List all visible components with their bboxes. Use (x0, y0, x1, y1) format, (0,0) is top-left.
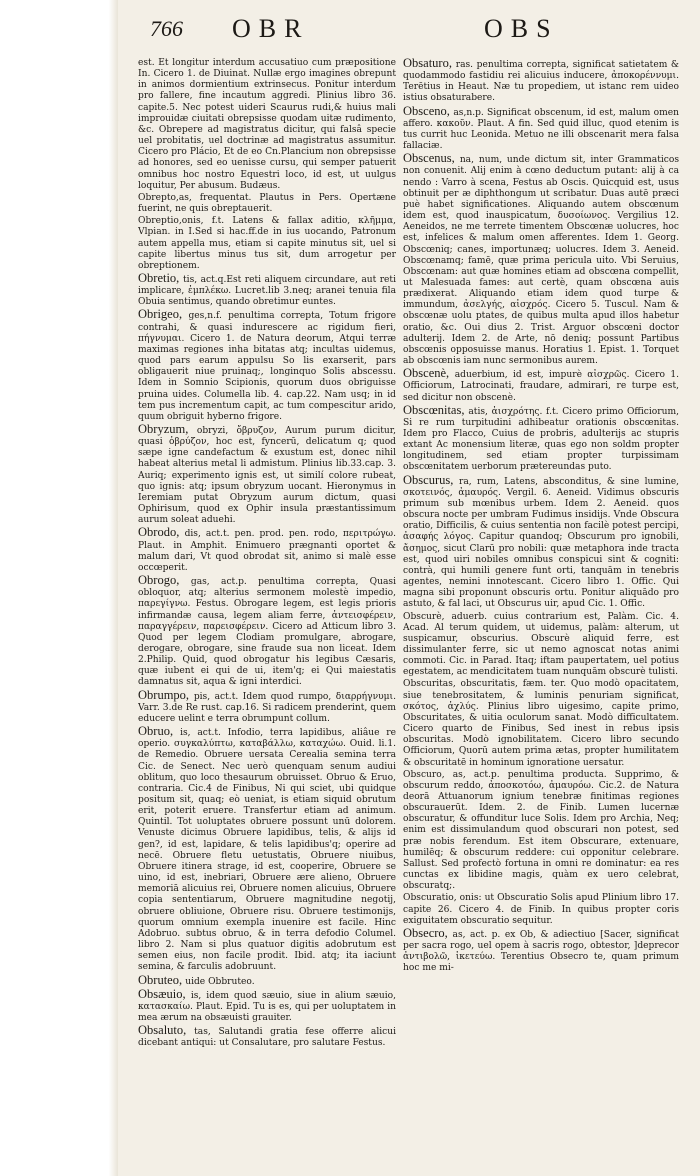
dictionary-entry (138, 986, 396, 1024)
entry-text: Obrepto,as, frequentat. Plautus in Pers. Opertæne fuerint, ne quis obreptauerit. (138, 192, 396, 215)
entry-headword: Obretio, (138, 270, 183, 285)
entry-text: atis, ἀισχρότης. f.t. Cicero primo Officiorum, Si re rum turpitudini adhibeatur orationis obscœnitas. Idem pro Flacco, Cuius de probris, adulterijs ac stupris extant Ac monensium literæ, quas ego non soldm propter longitudinem, sed etiam propter turpissimam obscœnitatem uerborum prætereundas puto. (403, 406, 679, 473)
entry-headword: Obscenus, (403, 151, 460, 166)
left-running-title: OBR (232, 14, 310, 43)
dictionary-entry (138, 309, 396, 423)
entry-text: aduerbium, id est, impurè αἰσχρῶς. Cicero 1. Officiorum, Latrocinati, fraudare, admirari, re turpe est, sed dicitur non obscenè. (403, 370, 679, 403)
entry-headword: Obruteo, (138, 972, 186, 987)
dictionary-entry (403, 679, 679, 768)
entry-headword: Obscœnitas, (403, 402, 469, 417)
dictionary-entry (138, 687, 396, 725)
dictionary-entry (403, 925, 679, 975)
entry-headword: Obscurus, (403, 472, 459, 487)
entry-text: Obreptio,onis, f.t. Latens & fallax aditio, κλῆμμα, Vlpian. in I.Sed si hac.ff.de in ius uocando, Patronum autem appella mus, etiam si capite minutus sit, uel si capite libertus minus tus sit, dum arrogetur per obreptionem. (138, 216, 396, 271)
entry-text: is, act.t. Infodio, terra lapidibus, aliâue re operio. συγκαλύπτω, καταβάλλω, καταχώω. Ouid. li.1. de Remedio. Obruere uersata Cerealia semina terra Cic. de Senect. Nec uerò quenquam senum audiui oblitum, quo loco thesaurum obruisset. Obruo & Eruo, contraria. Cic.4 de Finibus, Ni qui sciet, ubi quidque positum sit, quaq; eò ueniat, is etiam siquid obrutum erit, poterit eruere. Transfertur etiam ad animum. Quintil. Tot uoluptates obruere possunt unū dolorem. Venuste dicimus Obruere lapidibus, telis, & alijs id gen?, id est, lapidare, & telis lapidibus'q; operire ad necē. Obruere fletu uetustatis, Obruere niuibus, Obruere itinera strage, id est, cooperire, Obruere se uino, id est, inebriari, Obruere ære alieno, Obruere memoriā alicuius rei, Obruere nomen alicuius, Obruere copia sententiarum, Obruere magnitudine negotij, obruere obliuione, Obruere risu. Obruere testimonijs, quorum omnium exempla inuenire est facile. Hinc Adobruo. subtus obruo, & in terra defodio Columel. libro 2. Nam si plus quatuor digitis adobrutum est semen eius, non facile prodit. Ibid. atq; ita iaciunt semina, & farculis adobruunt. (138, 728, 396, 973)
entry-text: est. Et longitur interdum accusatiuo cum præpositione In. Cicero 1. de Diuinat. Nullæ ergo imagines obrepunt in animos dormientium extrinsecus. Ponitur interdum pro fallere, fine incautum aggredi. Plinius libro 36. capite.5. Nec potest uideri Scaurus rudi,& huius mali improuidæ ciuitati obrepsisse quodam uitæ rudimento, &c. Obrepere ad magistratus dicitur, qui falsâ specie uel probitatis, uel doctrinæ ad magistratus assumitur. Cicero pro Plácio, Et de eo Cn.Plancium non obrepsisse ad honores, sed eo uenisse cursu, qui semper patuerit omnibus hoc nostro Equestri loco, id est, ut uulgus loquitur, Per abusum. Budæus. (138, 58, 396, 191)
dictionary-entry (403, 770, 679, 893)
entry-headword: Obsecro, (403, 925, 453, 940)
dictionary-entry (403, 368, 679, 403)
dictionary-entry (403, 58, 679, 105)
column-gutter (398, 60, 400, 1160)
dictionary-entry (138, 193, 396, 215)
entry-text: as, act. p. ex Ob, & adiectiuo [Sacer, significat per sacra rogo, uel opem à sacris rogo, obtestor, ]deprecor ἀντιβολῶ, ἱκετεύω. Terentius Obsecro te, quam primum hoc me mi- (403, 929, 679, 974)
entry-headword: Obryzum, (138, 422, 197, 436)
entry-headword: Obrigeo, (138, 307, 189, 322)
entry-text: Obscuritas, obscuritatis, fæm. ter. Quo modò opacitatem, siue tenebrositatem, & luminis penuriam significat, σκότος, ἀχλύς. Plinius libro uigesimo, capite primo, Obscuritates, & uitia oculorum sanat. Modò difficultatem. Cicero quarto de Finibus, Sed inest in rebus ipsis obscuritas. Modò ignobilitatem. Cicero libro secundo Officiorum, Quorū autem prima ætas, propter humilitatem & obscuritatē in hominum ignoratione uersatur. (403, 679, 679, 768)
entry-headword: Obsaluto, (138, 1023, 195, 1038)
dictionary-entry (138, 527, 396, 574)
entry-text: tas, Salutandi gratia fese offerre alicui dicebant antiqui: ut Consalutare, pro salutare Festus. (138, 1027, 396, 1049)
left-column (138, 58, 396, 1168)
dictionary-entry (138, 575, 396, 689)
entry-text: gas, act.p. penultima correpta, Quasi obloquor, atq; alterius sermonem molestè impedio, παρεγίγνω. Festus. Obrogare legem, est legis prioris infirmandæ causa, legem aliam ferre, ἀντεισφέρειν, παραγγέρειν, παρεισφέρειν. Cicero ad Atticum libro 3. Quod per legem Clodiam promulgare, abrogare, derogare, obrogare, sine fraude sua non liceat. Idem 2.Philip. Quid, quod obrogatur his legibus Cæsaris, quæ iubent ei qui de ui, item'q; ei Qui maiestatis damnatus sit, aqua & igni interdici. (138, 577, 396, 688)
entry-text: dis, act.t. pen. prod. pen. rodo, περιτρώγω. Plaut. in Amphit. Enimuero prægnanti oportet & malum dari, Vt quod obrodat sit, animo si malè esse occœperit. (138, 529, 396, 573)
dictionary-entry (403, 472, 679, 611)
dictionary-entry (403, 402, 679, 474)
entry-headword: Obscenè, (403, 366, 455, 381)
dictionary-entry (138, 270, 396, 308)
entry-text: ras. penultima correpta, significat satietatem & quodammodo fastidiu rei alicuius inducere, ἀποκορέννυμι. Terētius in Heaut. Næ tu propediem, ut istanc rem uideo istius obsaturabere. (403, 60, 679, 104)
dictionary-entry (403, 612, 679, 679)
entry-text: ra, rum, Latens, absconditus, & sine lumine, σκοτεινός, ἀμαυρός. Vergil. 6. Aeneid. Vidimus obscuris primum sub mœnibus urbem. Idem 2. Aeneid. quos obscura nocte per umbram Fudimus insidijs. Vnde Obscura oratio, Difficilis, & cuius sententia non facilè potest percipi, ἀσαφής λόγος. Capitur quandoq; Obscurum pro ignobili, ἄσημος, sicut Clarū pro nobili: quæ metaphora inde tracta est, quod uiri nobiles omnibus conspicui sint & cogniti: contrà, qui humili genere funt orti, tanquām in tenebris agentes, nemini innotescant. Cicero libro 1. Offic. Qui magna sibi proponunt obscuris ortu. Ponitur aliquādo pro astuto, & fal laci, ut Obscurus uir, apud Cic. 1. Offic. (403, 476, 679, 610)
entry-text: uide Obbruteo. (185, 976, 255, 987)
dictionary-entry (138, 216, 396, 272)
entry-headword: Obsæuio, (138, 986, 191, 1001)
dictionary-entry (138, 58, 396, 192)
dictionary-entry (138, 424, 396, 526)
entry-text: tis, act.q.Est reti aliquem circundare, aut reti implicare, ἐμπλέκω. Lucret.lib 3.neq; aranei tenuia fila Obuia sentimus, quando obretimur euntes. (138, 274, 396, 308)
running-header (0, 6, 700, 46)
entry-text: obryzi, ὄβρυζον, Aurum purum dicitur, quasi ὀβρύζον, hoc est, fyncerū, delicatum q; quod sæpe igne candefactum & exustum est, donec nihil habeat alterius metal li admistum. Plinius lib.33.cap. 3. Auriq; experimento ignis est, ut similí colore rubeat, quo ignis: atq; ipsum obryzum uocant. Hieronymus in Ieremiam putat Obryzum aurum dictum, quasi Ophirisum, quod ex Ophir insula præstantissimum aurum soleat aduehi. (138, 426, 396, 526)
dictionary-entry (403, 893, 679, 926)
entry-text: Obscuratio, onis: ut Obscuratio Solis apud Plinium libro 17. capite 26. Cicero 4. de Finib. In quibus propter coris exiguitatem obscuratio sequitur. (403, 893, 679, 926)
entry-text: Obscurè, aduerb. cuius contrarium est, Palàm. Cic. 4. Acad. Al terum quidem, ut uidemus, palàm: alterum, ut suspicamur, obscurius. Obscurè aliquid ferre, est dissimulanter ferre, sic ut nemo agnoscat notas animi commoti. Cic. in Parad. Itaq; iftam paupertatem, uel potius egestatem, ac mendicitatem tuam nunquām obscurè tulisti. (403, 611, 679, 678)
page-number: 766 (150, 16, 183, 41)
entry-headword: Obrumpo, (138, 687, 194, 702)
page-margin (0, 0, 118, 1176)
dictionary-entry (138, 1025, 396, 1049)
right-running-title: OBS (484, 14, 559, 43)
entry-headword: Obrodo, (138, 525, 185, 540)
entry-text: is, idem quod sæuio, siue in alium sæuio, κατασκαίω. Plaut. Epid. Tu is es, qui per uoluptatem in mea ærum na obsæuisti grauiter. (138, 990, 396, 1023)
entry-text: na, num, unde dictum sit, inter Grammaticos non conuenit. Alij enim à cœno deductum putant: alij à ca nendo : Varro à scena, Festus ab Oscis. Quicquid est, usus obtinuit per æ diphthongum ut scribatur. Duas autē præci puè habet significationes. Aliquando autem obscœnum idem est, quod inauspicatum, δυσοίωνος. Vergilius 12. Aeneidos, ne me terrete timentem Obscœnæ uolucres, hoc est, infelices & malum omen afferentes. Idem 1. Georg. Obscœniq; canes, importunæq; uolucres. Idem 3. Aeneid. Obscœnamq; famē, quæ prima pericula uito. Vbi Seruius, Obscœnam: aut quæ homines etiam ad obscœna compellit, ut Malesuada fames: aut certè, quam obscœna auis prædixerat. Aliquando etiam idem quod turpe & immundum, ἀσελγής, αἰσχρός. Cicero 5. Tuscul. Nam & obscœnæ uolu ptates, de quibus multa apud illos habetur oratio, &c. Oui dius 2. Trist. Arguor obscœni doctor adulterij. Idem 2. de Arte, nō deniq; possunt Partibus obscœnis opposuisse manus. Horatius 1. Epist. 1. Torquet ab obscœnis iam nunc sermonibus aurem. (403, 155, 679, 367)
entry-headword: Obsaturo, (403, 58, 456, 70)
right-column (403, 58, 679, 1168)
entry-text: ges,n.f. penultima correpta, Totum frigore contrahi, & quasi indurescere ac rigidum fieri, πήγνυμαι. Cicero 1. de Natura deorum, Atqui terræ maximas regiones inha bitatas atq; incultas uidemus, quod pars earum appulsu So lis exarserit, pars obligauerit niue pruinaq;, longinquo Solis abscessu. Idem in Somnio Scipionis, quorum duos obriguisse pruina uides. Columella lib. 4. cap.22. Nam usq; in id tem pus incrementum capit, ac tum compescitur arido, quum obriguit hyberno frigore. (138, 311, 396, 422)
entry-text: Obscuro, as, act.p. penultima producta. Supprimo, & obscurum reddo, ἀποσκοτόω, ἀμαυρόω. Cic.2. de Natura deorā Attuanorum ignium tenebræ finitimas regiones obscurauerūt. Idem. 2. de Finib. Lumen lucernæ obscuratur, & offunditur luce Solis. Idem pro Archia, Neq; enim est dissimulandum quod obscurari non potest, sed præ nobis ferendum. Est item Obscurare, extenuare, humilēq; & obscurum reddere: cui opponitur celebrare. Sallust. Sed profectò fortuna in omni re dominatur: ea res cunctas ex libidine magis, quàm ex uero celebrat, obscuratq;. (403, 769, 679, 892)
entry-text: as,n.p. Significat obscenum, id est, malum omen affero. κακοῦν. Plaut. A fin. Sed quid illuc, quod etenim is tus currit huc Leonida. Metuo ne illi obscenarit mera falsa fallaciæ. (403, 107, 679, 152)
dictionary-entry (138, 726, 396, 973)
entry-headword: Obrogo, (138, 573, 191, 588)
entry-headword: Obsceno, (403, 103, 454, 118)
dictionary-entry (403, 153, 679, 367)
entry-headword: Obruo, (138, 724, 181, 739)
entry-text: pis, act.t. Idem quod rumpo, διαρρήγνυμι. Varr. 3.de Re rust. cap.16. Si radicem prenderint, quem educere uelint e terra obrumpunt collum. (138, 691, 396, 724)
dictionary-entry (403, 103, 679, 153)
